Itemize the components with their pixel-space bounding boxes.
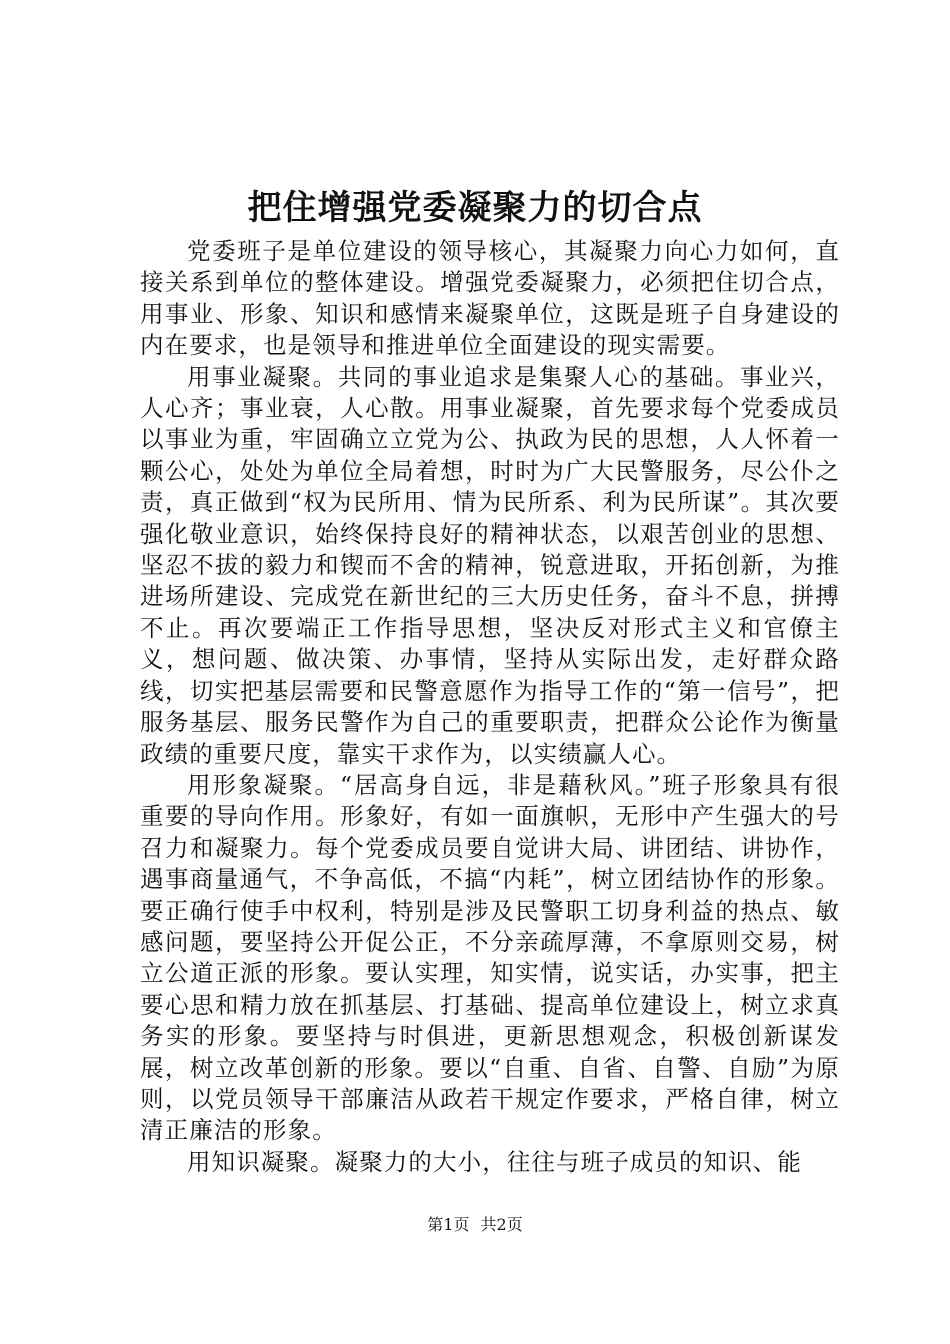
page-footer bbox=[0, 1214, 950, 1236]
paragraph-intro: 党委班子是单位建设的领导核心，其凝聚力向心力如何，直接关系到单位的整体建设。增强党委凝聚力，必须把住切合点，用事业、形象、知识和感情来凝聚单位，这既是班子自身建设的内在要求，也是领导和推进单位全面建设的现实需要。 bbox=[140, 237, 840, 360]
page-number: 第1页 bbox=[427, 1215, 470, 1234]
paragraph-career: 用事业凝聚。共同的事业追求是集聚人心的基础。事业兴，人心齐；事业衰，人心散。用事业凝聚，首先要求每个党委成员以事业为重，牢固确立立党为公、执政为民的思想，人人怀着一颗公心，处处为单位全局着想，时时为广大民警服务，尽公仆之责，真正做到“权为民所用、情为民所系、利为民所谋”。其次要强化敬业意识，始终保持良好的精神状态，以艰苦创业的思想、坚忍不拔的毅力和锲而不舍的精神，锐意进取，开拓创新，为推进场所建设、完成党在新世纪的三大历史任务，奋斗不息，拼搏不止。再次要端正工作指导思想，坚决反对形式主义和官僚主义，想问题、做决策、办事情，坚持从实际出发，走好群众路线，切实把基层需要和民警意愿作为指导工作的“第一信号”，把服务基层、服务民警作为自己的重要职责，把群众公论作为衡量政绩的重要尺度，靠实干求作为，以实绩赢人心。 bbox=[140, 362, 840, 768]
paragraph-knowledge: 用知识凝聚。凝聚力的大小，往往与班子成员的知识、能 bbox=[187, 1147, 802, 1176]
page-total: 共2页 bbox=[480, 1215, 523, 1234]
document-title: 把住增强党委凝聚力的切合点 bbox=[247, 188, 703, 228]
paragraph-image: 用形象凝聚。“居高身自远，非是藉秋风。”班子形象具有很重要的导向作用。形象好，有如一面旗帜，无形中产生强大的号召力和凝聚力。每个党委成员要自觉讲大局、讲团结、讲协作，遇事商量通气，不争高低，不搞“内耗”，树立团结协作的形象。要正确行使手中权利，特别是涉及民警职工切身利益的热点、敏感问题，要坚持公开促公正，不分亲疏厚薄，不拿原则交易，树立公道正派的形象。要认实理，知实情，说实话，办实事，把主要心思和精力放在抓基层、打基础、提高单位建设上，树立求真务实的形象。要坚持与时俱进，更新思想观念，积极创新谋发展，树立改革创新的形象。要以“自重、自省、自警、自励”为原则，以党员领导干部廉洁从政若干规定作要求，严格自律，树立清正廉洁的形象。 bbox=[140, 770, 840, 1145]
document-body bbox=[140, 236, 840, 1178]
